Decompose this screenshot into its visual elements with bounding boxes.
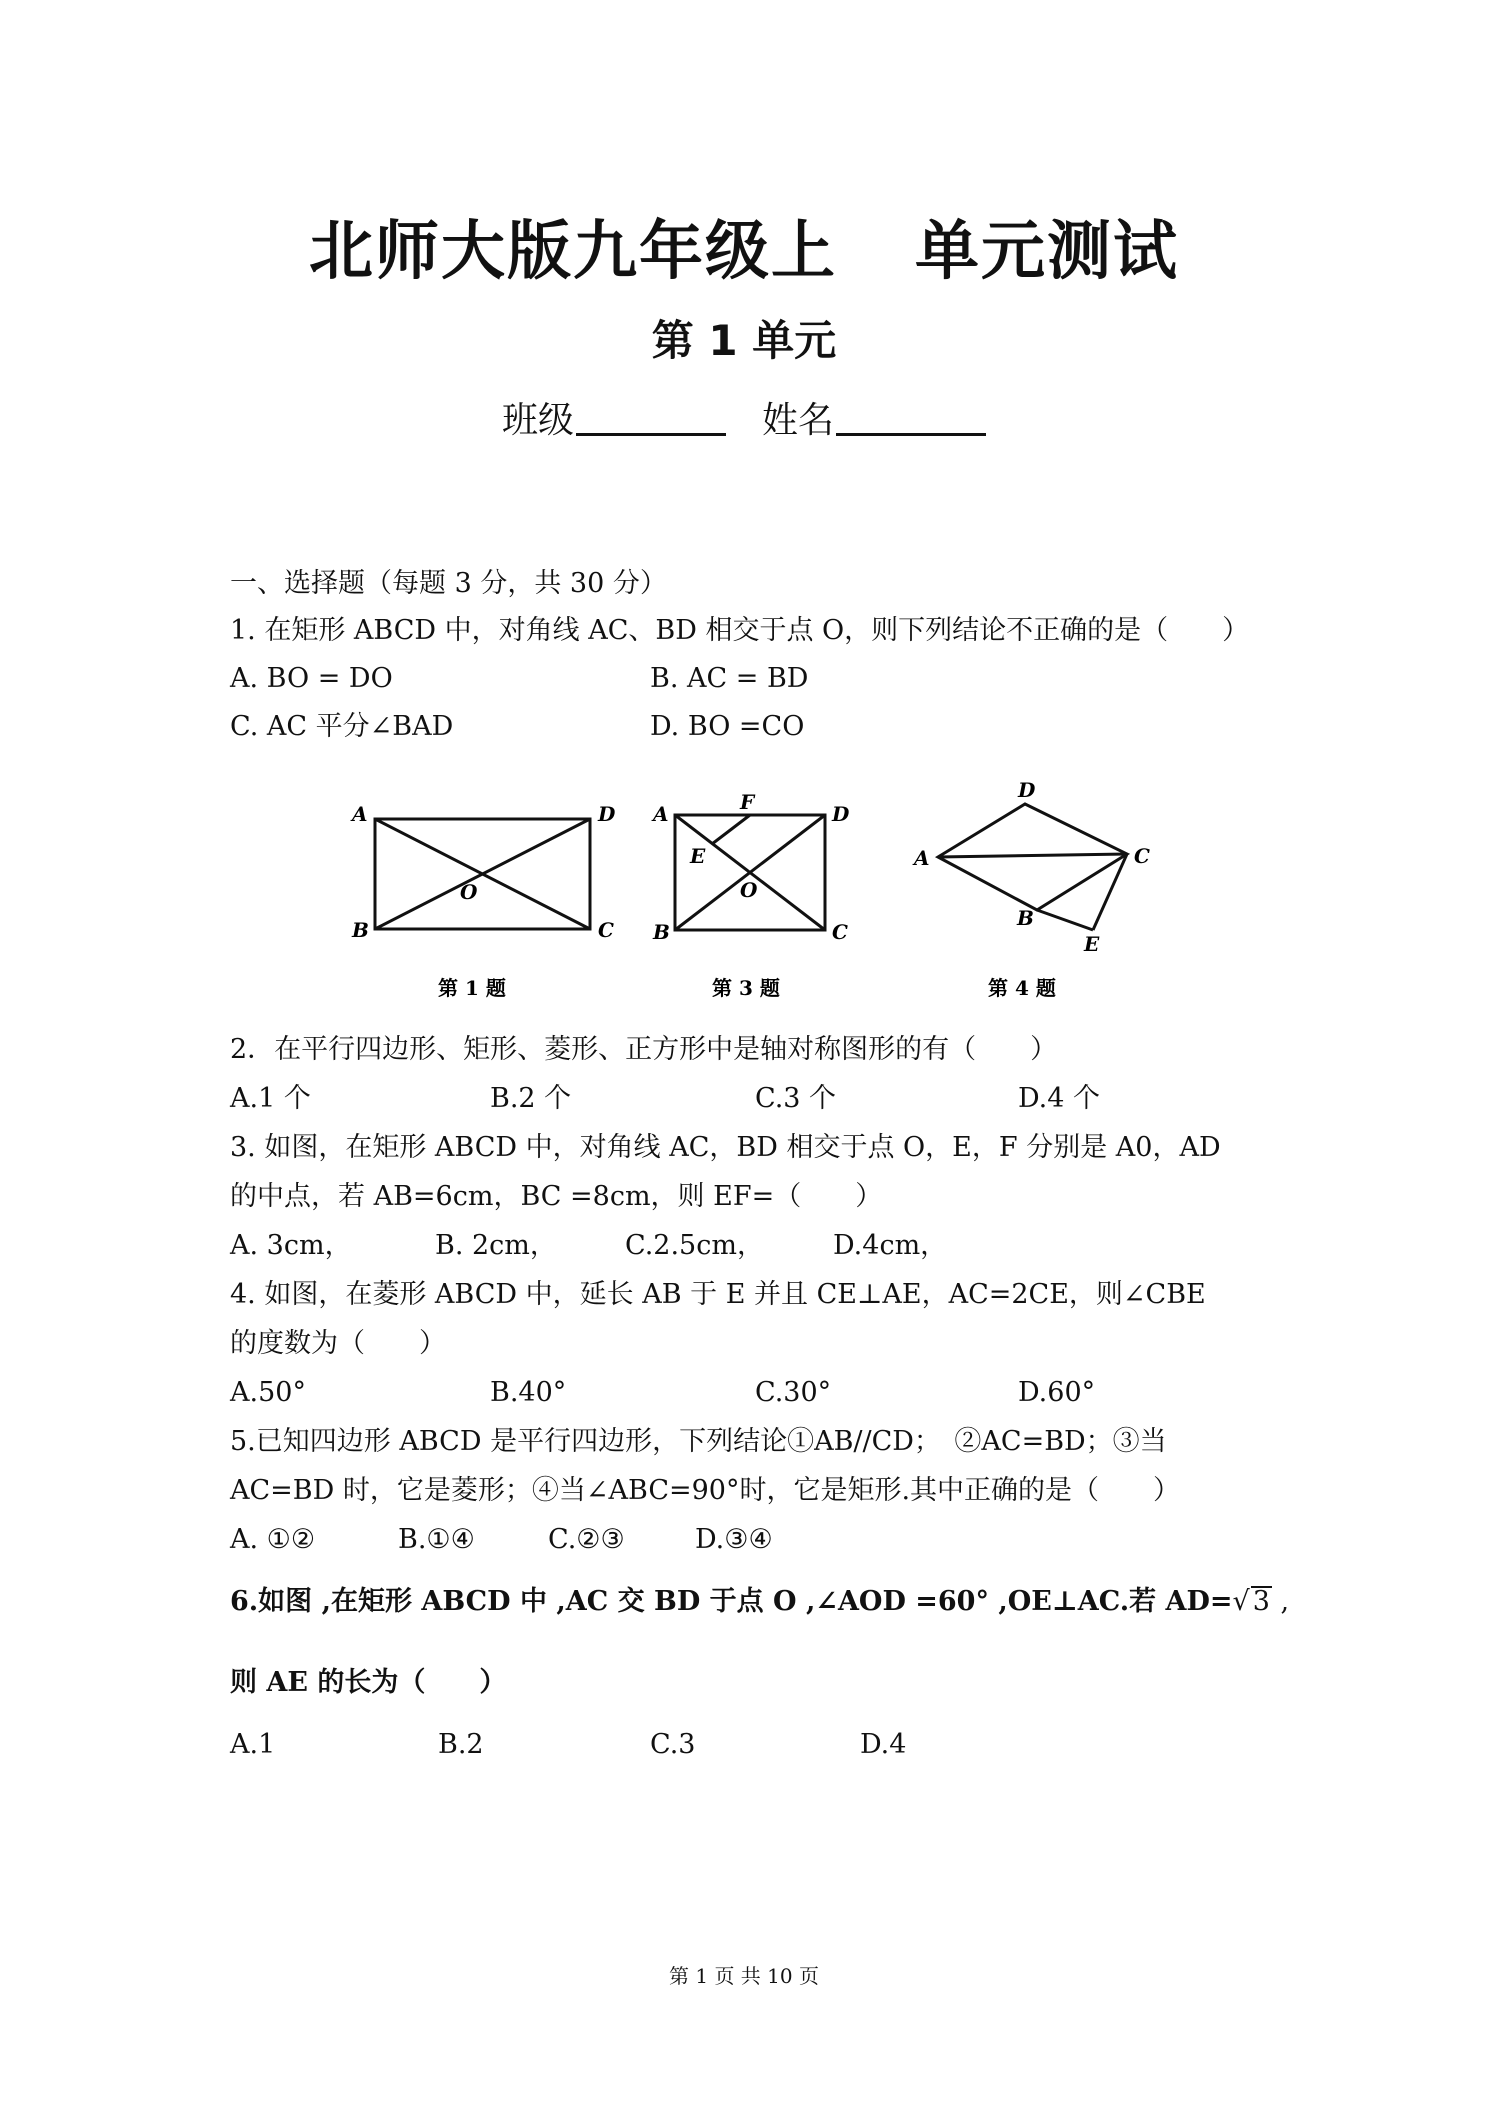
q5-option-c: C.②③ bbox=[548, 1524, 625, 1555]
q5-text-line1: 5.已知四边形 ABCD 是平行四边形，下列结论①AB//CD； ②AC=BD；③当 bbox=[230, 1426, 1167, 1457]
q3-option-b: B. 2cm， bbox=[435, 1230, 557, 1261]
q3-option-a: A. 3cm， bbox=[230, 1230, 352, 1261]
fig3-label-e: E bbox=[690, 844, 706, 868]
fig4-label-b: B bbox=[1017, 906, 1034, 930]
q1-text: 1. 在矩形 ABCD 中，对角线 AC、BD 相交于点 O，则下列结论不正确的是（ ） bbox=[230, 615, 1250, 646]
q1-option-b: B. AC = BD bbox=[650, 663, 809, 694]
q4-option-c: C.30° bbox=[755, 1377, 832, 1408]
q2-option-d: D.4 个 bbox=[1018, 1083, 1101, 1114]
q6-sqrt-sign: √ bbox=[1232, 1586, 1250, 1617]
fig4-label-e: E bbox=[1084, 932, 1100, 956]
q4-option-b: B.40° bbox=[490, 1377, 567, 1408]
q6-line1-main: 6.如图 ,在矩形 ABCD 中 ,AC 交 BD 于点 O ,∠AOD =60° ,OE⊥AC.若 AD= bbox=[230, 1586, 1233, 1617]
fig3-label-c: C bbox=[832, 920, 848, 944]
fig3-caption: 第 3 题 bbox=[712, 976, 780, 1000]
section-heading: 一、选择题（每题 3 分，共 30 分） bbox=[230, 568, 667, 599]
fig3-label-a: A bbox=[653, 802, 669, 826]
fig3-label-o: O bbox=[740, 878, 758, 902]
unit-subtitle: 第 1 单元 bbox=[651, 316, 837, 365]
q2-text: 2．在平行四边形、矩形、菱形、正方形中是轴对称图形的有（ ） bbox=[230, 1034, 1058, 1065]
title-right: 单元测试 bbox=[915, 215, 1179, 289]
q3-text-line1: 3. 如图，在矩形 ABCD 中，对角线 AC，BD 相交于点 O，E，F 分别是 A0，AD bbox=[230, 1132, 1221, 1163]
q1-option-a: A. BO = DO bbox=[230, 663, 393, 694]
fig4-label-d: D bbox=[1018, 778, 1036, 802]
class-label: 班级 bbox=[501, 400, 574, 441]
page-title bbox=[0, 200, 1488, 292]
fig1-label-b: B bbox=[352, 918, 369, 942]
q5-text-line2: AC=BD 时，它是菱形；④当∠ABC=90°时，它是矩形.其中正确的是（ ） bbox=[230, 1475, 1181, 1506]
q1-option-d: D. BO =CO bbox=[650, 711, 805, 742]
fig1-label-c: C bbox=[598, 918, 614, 942]
q3-option-c: C.2.5cm， bbox=[625, 1230, 764, 1261]
q6-text-line1 bbox=[230, 1584, 1289, 1620]
fig1-label-a: A bbox=[352, 802, 368, 826]
q4-option-d: D.60° bbox=[1018, 1377, 1096, 1408]
q6-option-c: C.3 bbox=[650, 1729, 696, 1760]
fig4-label-a: A bbox=[914, 846, 930, 870]
q2-option-b: B.2 个 bbox=[490, 1083, 572, 1114]
q6-option-a: A.1 bbox=[230, 1729, 276, 1760]
name-label: 姓名 bbox=[762, 400, 835, 441]
name-blank[interactable] bbox=[836, 397, 986, 436]
student-info-line bbox=[0, 392, 1488, 443]
q5-option-a: A. ①② bbox=[230, 1524, 316, 1555]
fig1-label-o: O bbox=[460, 880, 478, 904]
fig4-extension-be bbox=[1037, 910, 1093, 930]
fig4-diagonal-ac bbox=[938, 854, 1127, 857]
class-blank[interactable] bbox=[576, 397, 726, 436]
q5-option-b: B.①④ bbox=[398, 1524, 475, 1555]
q6-text-line2: 则 AE 的长为（ ） bbox=[230, 1667, 507, 1698]
geometry-figures bbox=[340, 775, 1170, 1015]
q6-line1-tail: , bbox=[1271, 1586, 1290, 1617]
fig1-caption: 第 1 题 bbox=[438, 976, 506, 1000]
fig3-segment-ef bbox=[712, 815, 750, 844]
q5-option-d: D.③④ bbox=[695, 1524, 773, 1555]
q3-text-line2: 的中点，若 AB=6cm，BC =8cm，则 EF=（ ） bbox=[230, 1181, 883, 1212]
q4-option-a: A.50° bbox=[230, 1377, 306, 1408]
q6-option-b: B.2 bbox=[438, 1729, 484, 1760]
q1-option-c: C. AC 平分∠BAD bbox=[230, 711, 454, 742]
fig4-caption: 第 4 题 bbox=[988, 976, 1056, 1000]
title-left: 北师大版九年级上 bbox=[309, 215, 837, 289]
q4-text-line2: 的度数为（ ） bbox=[230, 1328, 446, 1359]
fig3-label-b: B bbox=[653, 920, 670, 944]
figure-q1 bbox=[375, 819, 590, 929]
fig1-label-d: D bbox=[598, 802, 616, 826]
q2-option-a: A.1 个 bbox=[230, 1083, 311, 1114]
q4-text-line1: 4. 如图，在菱形 ABCD 中，延长 AB 于 E 并且 CE⊥AE，AC=2CE，则∠CBE bbox=[230, 1279, 1206, 1310]
fig3-label-d: D bbox=[832, 802, 850, 826]
figure-q3 bbox=[675, 815, 825, 930]
page-footer: 第 1 页 共 10 页 bbox=[669, 1964, 819, 1988]
q3-option-d: D.4cm， bbox=[833, 1230, 948, 1261]
fig4-label-c: C bbox=[1134, 844, 1150, 868]
fig3-label-f: F bbox=[740, 790, 755, 814]
q6-sqrt-radicand: 3 bbox=[1252, 1586, 1270, 1617]
q6-option-d: D.4 bbox=[860, 1729, 907, 1760]
q2-option-c: C.3 个 bbox=[755, 1083, 837, 1114]
